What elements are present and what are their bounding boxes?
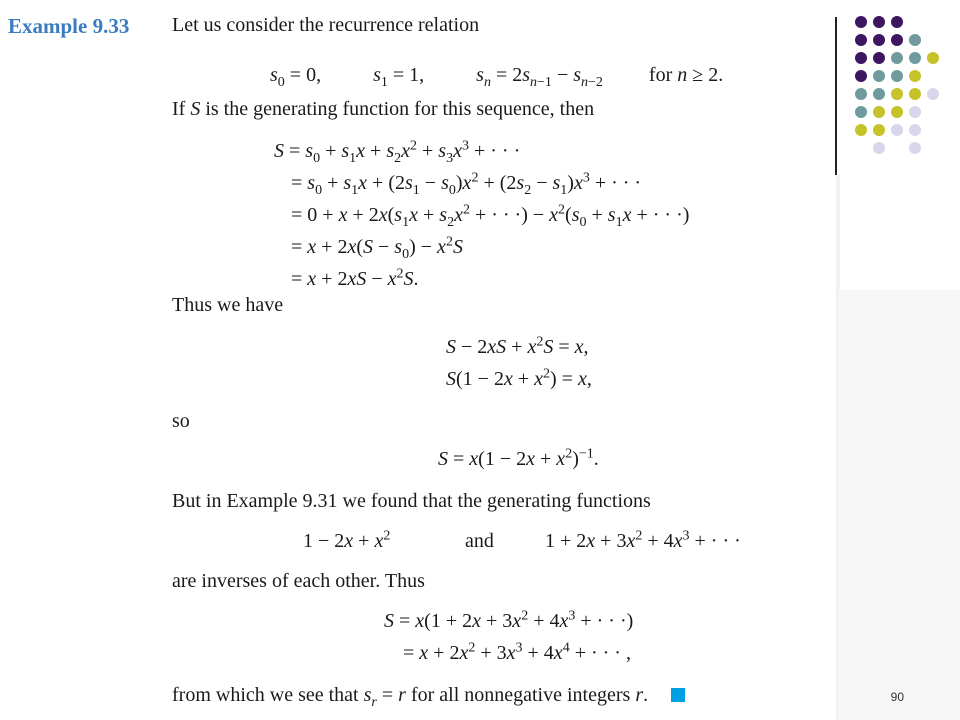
decorative-dot [909,124,921,136]
qed-square-icon [671,688,685,702]
decorative-dot [873,52,885,64]
decorative-dot [927,52,939,64]
decorative-dot [891,106,903,118]
decorative-dot [855,124,867,136]
decorative-dot [909,142,921,154]
recurrence-equation: $s_0 = 0$, $s_1 = 1$, $s_n = 2s_{n-1} - s_{n-2}$ for n ≥ 2. [270,64,724,90]
decorative-dot [873,34,885,46]
decorative-dot [873,16,885,28]
decorative-dot [855,16,867,28]
decorative-dot [873,106,885,118]
derivation-line-5: = $x + 2xS - x^2S$. [291,266,419,290]
paragraph-so: so [172,410,190,432]
derivation-line-1: $S = s_0 + s_1x + s_2x^2 + s_3x^3$ + · · · [274,138,521,166]
paragraph-conclusion: from which we see that $s_r = r$ for all nonnegative integers r. [172,684,685,707]
decorative-dot [855,34,867,46]
equation-thus-2: $S(1 - 2x + x^2) = x$, [446,366,592,390]
equation-thus-1: $S - 2xS + x^2S = x$, [446,334,589,358]
decorative-dot [891,124,903,136]
equation-inverses-right: $1 + 2x + 3x^2 + 4x^3$ + · · · [545,528,741,552]
derivation-line-3: = $0 + x + 2x(s_1x + s_2x^2$ + · · ·) − $x^2(s_0 + s_1x$ + · · ·) [291,202,690,230]
decorative-dot [855,106,867,118]
word-and: and [465,530,494,552]
equation-inverses-left: $1 - 2x + x^2$ [303,528,391,552]
intro-text: Let us consider the recurrence relation [172,14,480,36]
equation-result-1: $S = x(1 + 2x + 3x^2 + 4x^3$ + · · ·) [384,608,634,632]
decorative-dot [909,52,921,64]
decorative-dot [891,52,903,64]
decorative-dot [873,124,885,136]
derivation-line-2: = $s_0 + s_1x + (2s_1 - s_0)x^2 + (2s_2 - s_1)x^3$ + · · · [291,170,642,198]
decorative-dot [909,88,921,100]
decorative-dot [873,70,885,82]
decorative-dot [855,70,867,82]
decorative-dot [891,70,903,82]
decorative-dot [873,88,885,100]
side-panel [838,290,960,720]
page-number: 90 [890,690,904,704]
paragraph-generating-function: If S is the generating function for this sequence, then [172,98,595,120]
decorative-dot [891,34,903,46]
equation-so: $S = x(1 - 2x + x^2)^{-1}$. [438,446,599,470]
decorative-dot [855,52,867,64]
paragraph-example-931: But in Example 9.31 we found that the generating functions [172,490,651,512]
slide-divider-line [835,17,837,175]
decorative-dot [927,88,939,100]
decorative-dot [909,34,921,46]
decorative-dot [909,106,921,118]
decorative-dot [891,16,903,28]
decorative-dot [855,88,867,100]
paragraph-inverses: are inverses of each other. Thus [172,570,425,592]
example-label: Example 9.33 [8,14,130,38]
decorative-dot [891,88,903,100]
decorative-dot [873,142,885,154]
equation-result-2: = $x + 2x^2 + 3x^3 + 4x^4$ + · · · , [403,640,631,664]
paragraph-thus-we-have: Thus we have [172,294,284,316]
derivation-line-4: = $x + 2x(S - s_0) - x^2S$ [291,234,463,262]
decorative-dot [909,70,921,82]
